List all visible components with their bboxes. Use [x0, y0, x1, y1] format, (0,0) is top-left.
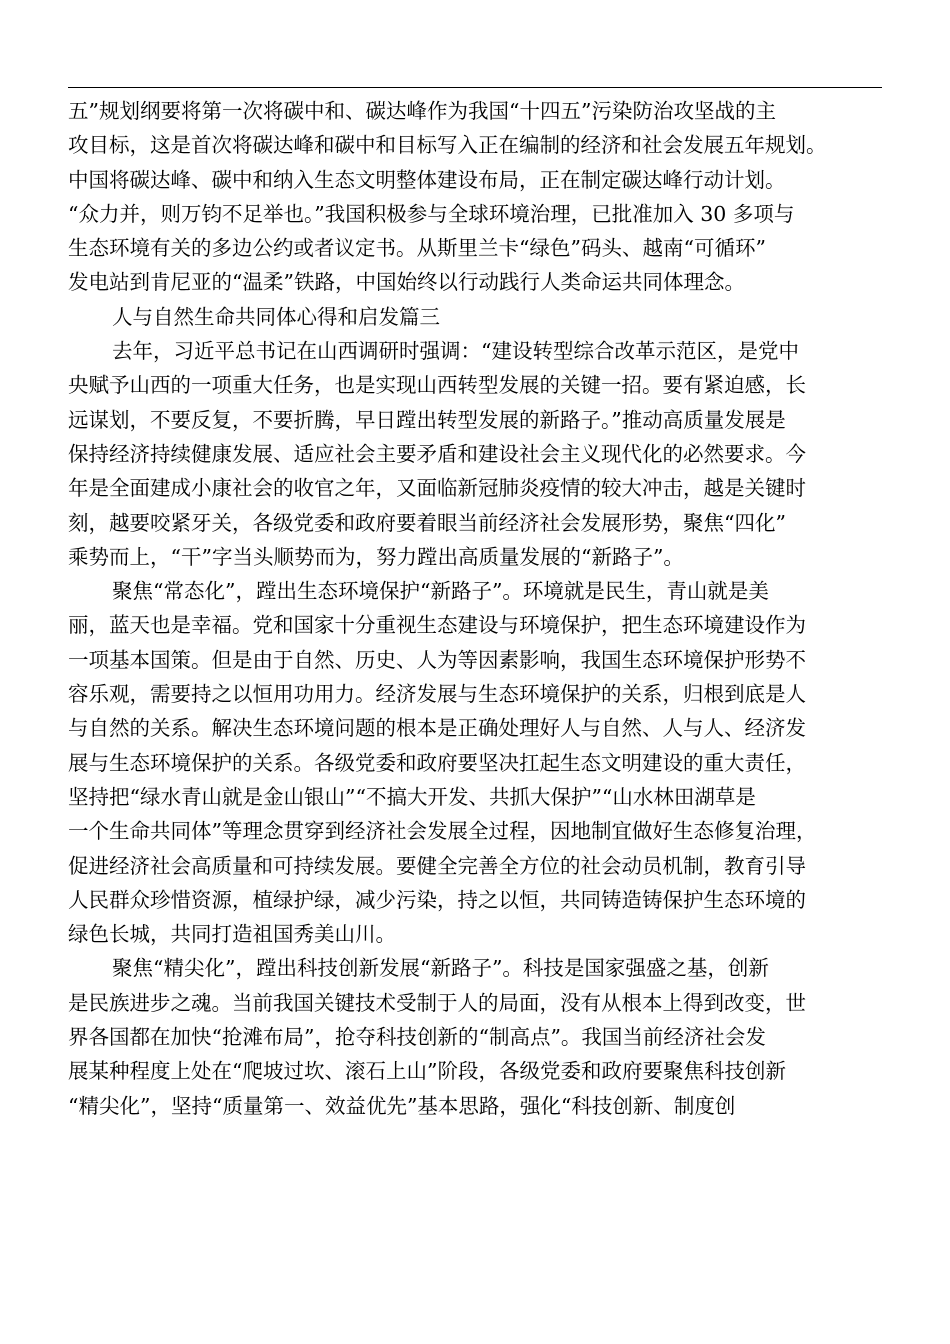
text-line: 容乐观，需要持之以恒用功用力。经济发展与生态环境保护的关系，归根到底是人	[68, 682, 806, 707]
paragraph	[68, 951, 898, 1122]
text-line: 攻目标，这是首次将碳达峰和碳中和目标写入正在编制的经济和社会发展五年规划。	[68, 133, 827, 158]
text-line: 丽，蓝天也是幸福。党和国家十分重视生态建设与环境保护，把生态环境建设作为	[68, 613, 806, 638]
text-line: 生态环境有关的多边公约或者议定书。从斯里兰卡“绿色”码头、越南“可循环”	[68, 236, 766, 261]
document-body	[68, 94, 898, 1123]
text-line: 展与生态环境保护的关系。各级党委和政府要坚决扛起生态文明建设的重大责任，	[68, 750, 806, 775]
text-line: 人与自然生命共同体心得和启发篇三	[112, 304, 440, 329]
text-line: 去年，习近平总书记在山西调研时强调：“建设转型综合改革示范区，是党中	[112, 339, 799, 364]
text-line: 聚焦“常态化”，蹚出生态环境保护“新路子”。环境就是民生，青山就是美	[112, 579, 769, 604]
text-line: 是民族进步之魂。当前我国关键技术受制于人的局面，没有从根本上得到改变，世	[68, 990, 806, 1015]
text-line: 年是全面建成小康社会的收官之年，又面临新冠肺炎疫情的较大冲击，越是关键时	[68, 476, 806, 501]
text-line: 中国将碳达峰、碳中和纳入生态文明整体建设布局，正在制定碳达峰行动计划。	[68, 167, 786, 192]
paragraph	[68, 574, 898, 951]
text-line: 乘势而上，“干”字当头顺势而为，努力蹚出高质量发展的“新路子”。	[68, 544, 684, 569]
text-line: 绿色长城，共同打造祖国秀美山川。	[68, 922, 396, 947]
text-line: 五”规划纲要将第一次将碳中和、碳达峰作为我国“十四五”污染防治攻坚战的主	[68, 99, 776, 123]
text-line: 促进经济社会高质量和可持续发展。要健全完善全方位的社会动员机制，教育引导	[68, 853, 806, 878]
text-line: 与自然的关系。解决生态环境问题的根本是正确处理好人与自然、人与人、经济发	[68, 716, 806, 741]
text-line: 刻，越要咬紧牙关，各级党委和政府要着眼当前经济社会发展形势，聚焦“四化”	[68, 510, 786, 535]
section-heading	[68, 300, 898, 334]
text-line: 界各国都在加快“抢滩布局”，抢夺科技创新的“制高点”。我国当前经济社会发	[68, 1025, 766, 1050]
text-line: 远谋划，不要反复，不要折腾，早日蹚出转型发展的新路子。”推动高质量发展是	[68, 407, 786, 432]
text-line: 人民群众珍惜资源，植绿护绿，减少污染，持之以恒，共同铸造铸保护生态环境的	[68, 887, 806, 912]
paragraph	[68, 334, 898, 574]
text-line: “精尖化”，坚持“质量第一、效益优先”基本思路，强化“科技创新、制度创	[68, 1093, 736, 1118]
text-line: 保持经济持续健康发展、适应社会主要矛盾和建设社会主义现代化的必然要求。今	[68, 441, 806, 466]
text-line: 聚焦“精尖化”，蹚出科技创新发展“新路子”。科技是国家强盛之基，创新	[112, 956, 769, 981]
text-line: 央赋予山西的一项重大任务，也是实现山西转型发展的关键一招。要有紧迫感，长	[68, 373, 806, 398]
text-line: 展某种程度上处在“爬坡过坎、滚石上山”阶段，各级党委和政府要聚焦科技创新	[68, 1059, 786, 1084]
paragraph	[68, 94, 898, 300]
text-line: “众力并，则万钧不足举也。”我国积极参与全球环境治理，已批准加入 30 多项与	[68, 201, 795, 226]
text-line: 坚持把“绿水青山就是金山银山”“不搞大开发、共抓大保护”“山水林田湖草是	[68, 784, 756, 809]
text-line: 一个生命共同体”等理念贯穿到经济社会发展全过程，因地制宜做好生态修复治理，	[68, 819, 817, 844]
text-line: 发电站到肯尼亚的“温柔”铁路，中国始终以行动践行人类命运共同体理念。	[68, 270, 745, 295]
text-line: 一项基本国策。但是由于自然、历史、人为等因素影响，我国生态环境保护形势不	[68, 647, 806, 672]
header-rule	[68, 87, 882, 88]
